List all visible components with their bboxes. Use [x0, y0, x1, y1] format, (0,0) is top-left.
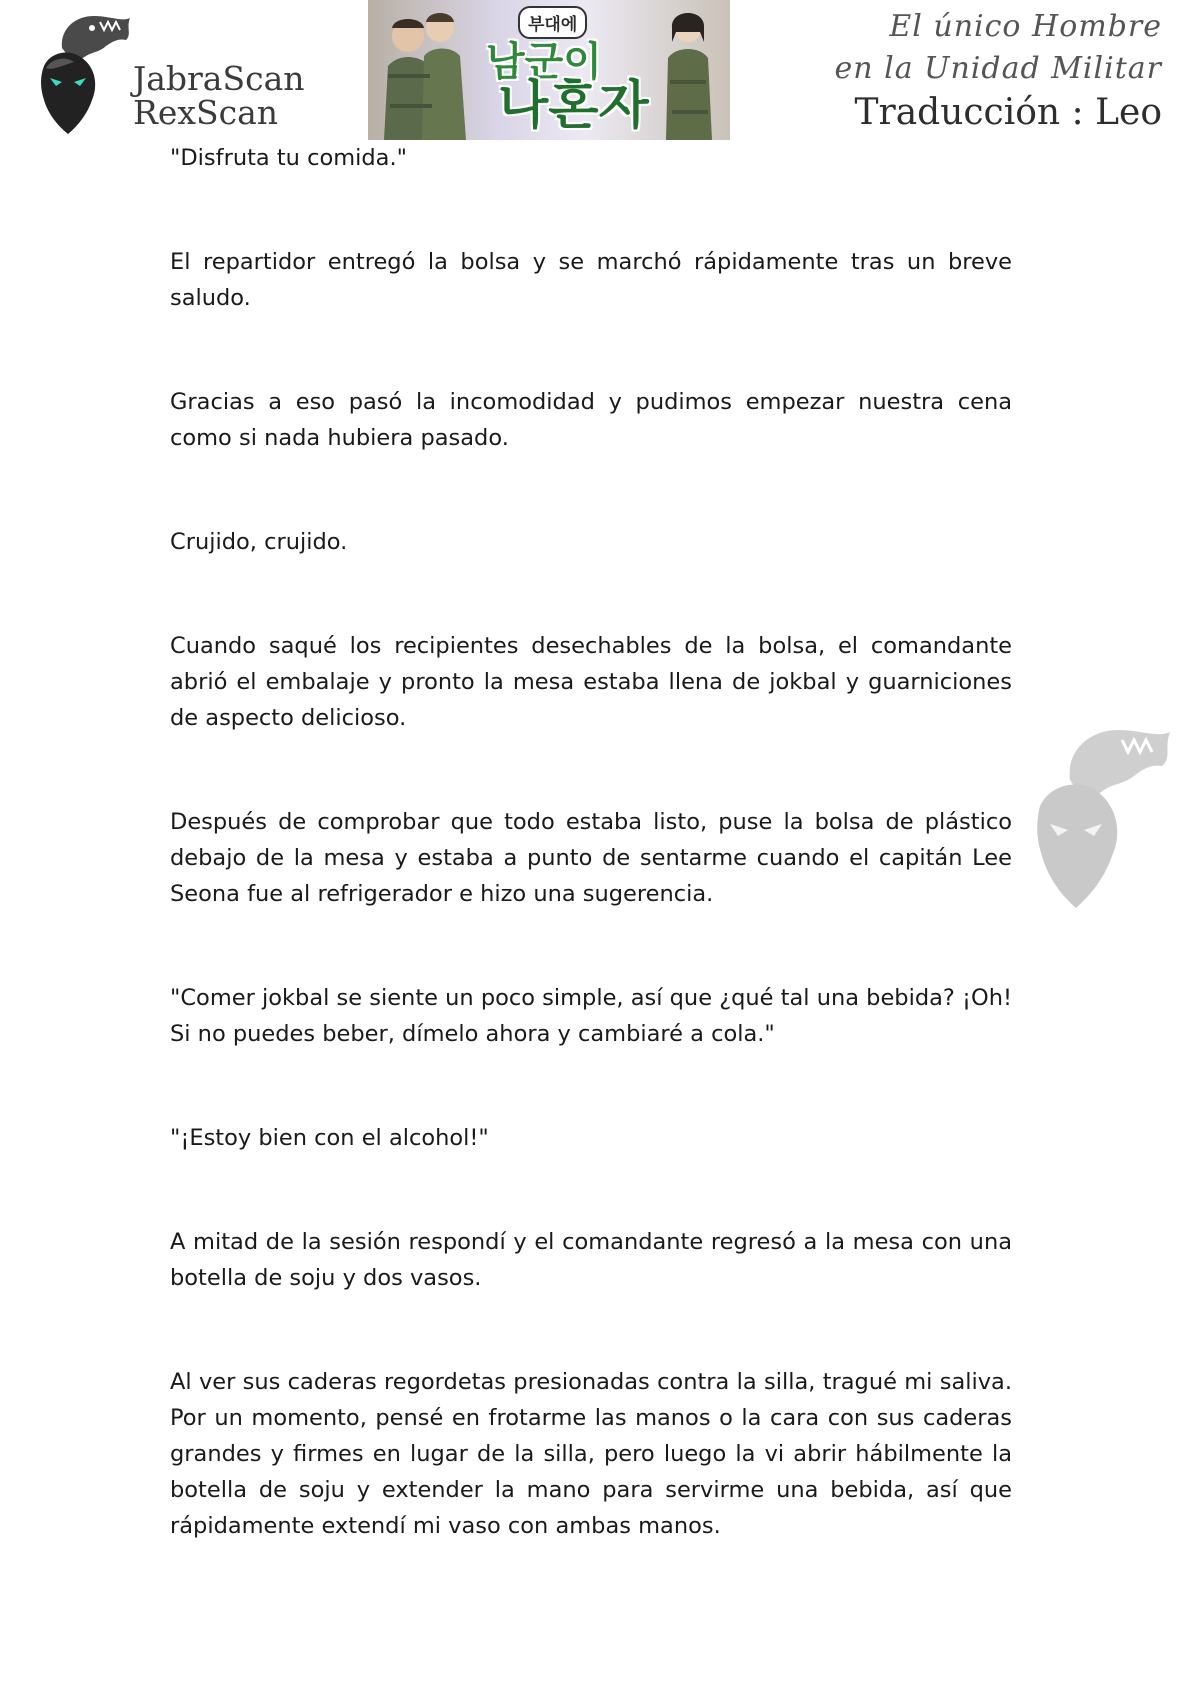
paragraph: "¡Estoy bien con el alcohol!": [170, 1125, 489, 1151]
banner-title-line-2: 나혼자: [498, 76, 649, 136]
soldier-figures-illustration: [378, 6, 473, 140]
banner-subtitle: 부대에: [518, 6, 587, 39]
paragraph: Gracias a eso pasó la incomodidad y pudimos empezar nuestra cena como si nada hubiera pasado.: [170, 389, 1012, 451]
scanlation-brand: [133, 59, 305, 132]
paragraph: Al ver sus caderas regordetas presionadas contra la silla, tragué mi saliva. Por un momento, pensé en frotarme las manos o la cara con sus caderas grandes y firmes en lugar de la silla, pero luego la vi abrir hábilmente la botella de soju y extender la mano para servirme una bebida, así que rápidamente extendí mi vaso con ambas manos.: [170, 1369, 1012, 1539]
paragraph: El repartidor entregó la bolsa y se marchó rápidamente tras un breve saludo.: [170, 249, 1012, 311]
work-title-line-2: en la Unidad Militar: [834, 51, 1162, 86]
page-header: [0, 0, 1190, 145]
work-title: [835, 6, 1162, 90]
dinosaur-watermark-icon: [1010, 720, 1180, 940]
paragraph: A mitad de la sesión respondí y el comandante regresó a la mesa con una botella de soju y dos vasos.: [170, 1229, 1012, 1291]
banner-title-line-1: 남군이: [486, 39, 602, 85]
brand-line-1: JabraScan: [133, 59, 305, 98]
paragraph: "Disfruta tu comida.": [170, 145, 407, 171]
paragraph: Cuando saqué los recipientes desechables de la bolsa, el comandante abrió el embalaje y pronto la mesa estaba llena de jokbal y guarniciones de aspecto delicioso.: [170, 633, 1012, 731]
cover-banner: [368, 0, 730, 140]
translation-credit: Traducción : Leo: [854, 92, 1162, 133]
dinosaur-logo-icon: [22, 8, 140, 138]
chapter-text: [170, 140, 1012, 1544]
paragraph: Después de comprobar que todo estaba listo, puse la bolsa de plástico debajo de la mesa y estaba a punto de sentarme cuando el capitán Lee Seona fue al refrigerador e hizo una sugerencia.: [170, 809, 1012, 907]
paragraph: "Comer jokbal se siente un poco simple, así que ¿qué tal una bebida? ¡Oh! Si no puedes beber, dímelo ahora y cambiaré a cola.": [170, 985, 1012, 1047]
banner-title: [486, 39, 649, 136]
female-soldier-illustration: [652, 2, 722, 140]
brand-line-2: RexScan: [133, 93, 279, 132]
work-title-line-1: El único Hombre: [889, 9, 1162, 44]
paragraph: Crujido, crujido.: [170, 529, 348, 555]
